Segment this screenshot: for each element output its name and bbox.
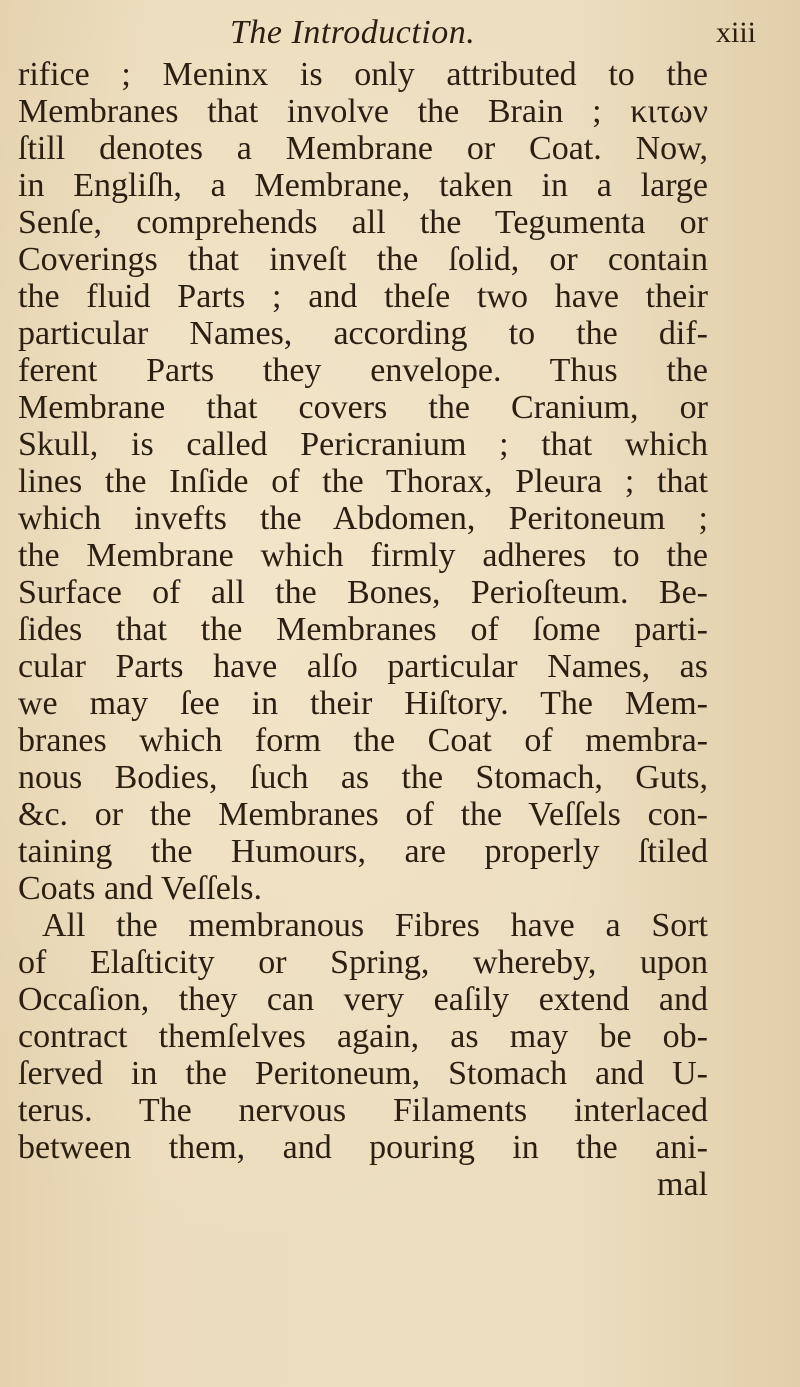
text-line: cular Parts have alſo particular Names, as	[18, 648, 708, 685]
text-line: lines the Inſide of the Thorax, Pleura ; that	[18, 463, 708, 500]
text-line: Skull, is called Pericranium ; that which	[18, 426, 708, 463]
text-line: we may ſee in their Hiſtory. The Mem-	[18, 685, 708, 722]
text-line: nous Bodies, ſuch as the Stomach, Guts,	[18, 759, 708, 796]
text-line: Occaſion, they can very eaſily extend and	[18, 981, 708, 1018]
text-line: ferent Parts they envelope. Thus the	[18, 352, 708, 389]
text-line: rifice ; Meninx is only attributed to the	[18, 56, 708, 93]
text-line: which invefts the Abdomen, Peritoneum ;	[18, 500, 708, 537]
text-line: Surface of all the Bones, Perioſteum. Be-	[18, 574, 708, 611]
text-line: ſerved in the Peritoneum, Stomach and U-	[18, 1055, 708, 1092]
text-line: of Elaſticity or Spring, whereby, upon	[18, 944, 708, 981]
text-line: branes which form the Coat of membra-	[18, 722, 708, 759]
text-line: Coats and Veſſels.	[18, 870, 262, 907]
text-line: in Engliſh, a Membrane, taken in a large	[18, 167, 708, 204]
text-line: terus. The nervous Filaments interlaced	[18, 1092, 708, 1129]
text-line: All the membranous Fibres have a Sort	[42, 907, 708, 944]
text-line: ſides that the Membranes of ſome parti-	[18, 611, 708, 648]
text-line: taining the Humours, are properly ſtiled	[18, 833, 708, 870]
page-header	[0, 14, 800, 54]
text-line: between them, and pouring in the ani-	[18, 1129, 708, 1166]
text-line: Membrane that covers the Cranium, or	[18, 389, 708, 426]
page-number: xiii	[716, 16, 757, 49]
text-line: contract themſelves again, as may be ob-	[18, 1018, 708, 1055]
text-line: &c. or the Membranes of the Veſſels con-	[18, 796, 708, 833]
text-line: Coverings that inveſt the ſolid, or contain	[18, 241, 708, 278]
body-text	[18, 56, 708, 1203]
text-line: the Membrane which firmly adheres to the	[18, 537, 708, 574]
text-line: Senſe, comprehends all the Tegumenta or	[18, 204, 708, 241]
text-line: ſtill denotes a Membrane or Coat. Now,	[18, 130, 708, 167]
text-line: the fluid Parts ; and theſe two have their	[18, 278, 708, 315]
running-title: The Introduction.	[230, 14, 476, 51]
text-line: particular Names, according to the dif-	[18, 315, 708, 352]
text-line: Membranes that involve the Brain ; κιτων	[18, 93, 708, 130]
catchword: mal	[657, 1166, 708, 1203]
